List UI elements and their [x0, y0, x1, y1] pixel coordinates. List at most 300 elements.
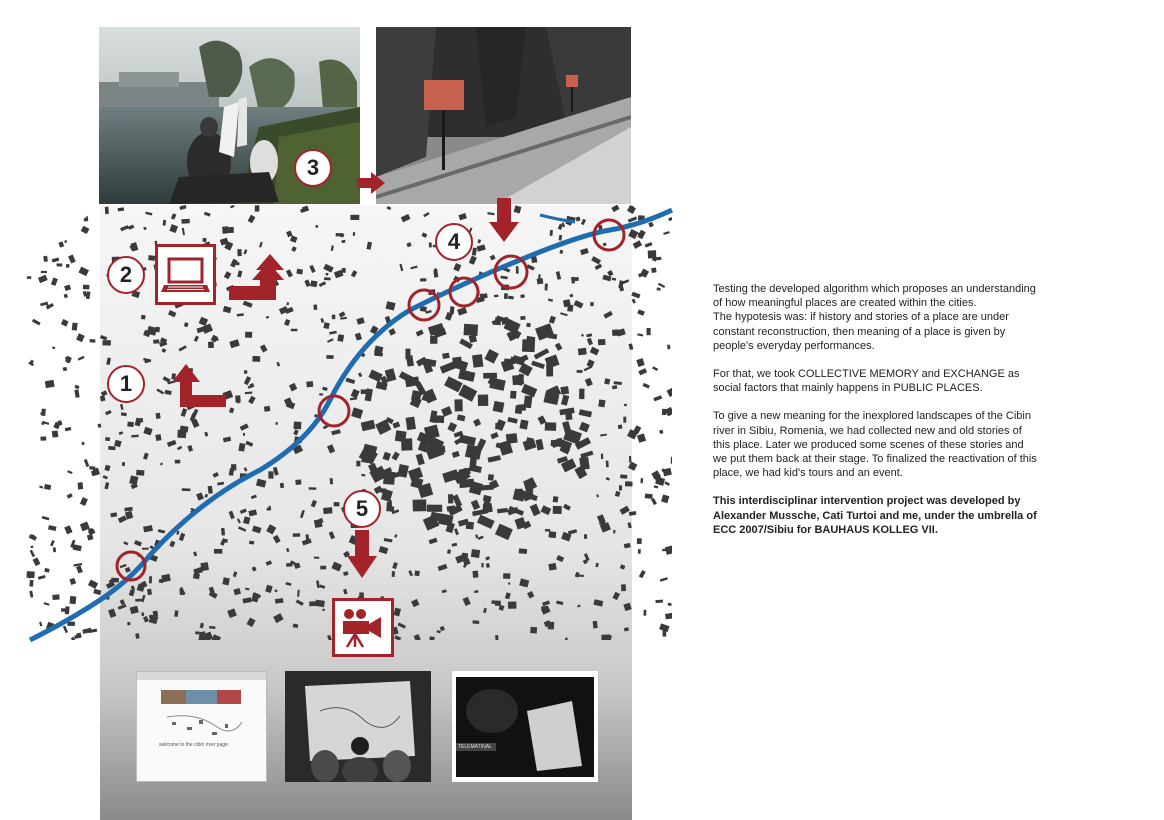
building-block: [196, 492, 204, 500]
building-block: [440, 626, 445, 631]
building-block: [463, 324, 478, 336]
building-block: [155, 434, 161, 441]
building-block: [392, 452, 400, 461]
building-block: [273, 613, 283, 623]
building-block: [429, 242, 432, 247]
building-block: [311, 500, 317, 508]
building-block: [119, 431, 124, 435]
building-block: [82, 628, 92, 634]
building-block: [29, 591, 33, 598]
building-block: [81, 442, 85, 446]
building-block: [193, 567, 203, 575]
building-block: [477, 239, 481, 243]
website-caption: welcome to the cibin river page: [159, 742, 228, 748]
building-block: [280, 483, 284, 488]
building-block: [309, 487, 317, 490]
building-block: [238, 443, 245, 452]
building-block: [41, 271, 47, 273]
marker-label: 5: [355, 496, 369, 521]
building-block: [593, 599, 603, 606]
building-block: [433, 270, 438, 277]
marker-label: 1: [119, 371, 133, 396]
building-block: [323, 322, 329, 329]
building-block: [627, 205, 636, 214]
building-block: [327, 338, 334, 343]
building-block: [306, 534, 310, 540]
building-block: [145, 212, 152, 216]
building-block: [541, 505, 552, 515]
building-block: [615, 491, 621, 497]
building-block: [284, 319, 290, 326]
building-block: [177, 446, 182, 450]
building-block: [481, 563, 483, 567]
building-block: [472, 248, 477, 256]
building-block: [222, 577, 229, 585]
building-block: [52, 346, 55, 349]
building-block: [450, 306, 455, 314]
building-block: [595, 563, 599, 568]
building-block: [181, 408, 188, 417]
building-block: [473, 571, 479, 578]
building-block: [494, 295, 499, 298]
building-block: [105, 437, 110, 441]
building-block: [208, 342, 214, 349]
building-block: [458, 384, 477, 401]
building-block: [561, 395, 569, 406]
building-block: [243, 301, 253, 308]
building-block: [629, 456, 631, 463]
building-block: [180, 426, 189, 433]
building-block: [291, 246, 296, 252]
kids-drawing-photo: [285, 671, 431, 782]
building-block: [651, 498, 657, 505]
building-block: [518, 404, 526, 411]
building-block: [110, 512, 117, 517]
building-block: [155, 327, 160, 333]
building-block: [351, 270, 357, 277]
text-line: place, we had kid's tours and an event.: [713, 467, 903, 480]
building-block: [388, 328, 396, 335]
building-block: [229, 339, 239, 348]
building-block: [607, 270, 613, 276]
building-block: [243, 516, 250, 524]
paragraph-factors: [713, 367, 1065, 395]
building-block: [199, 317, 208, 326]
building-block: [560, 312, 568, 316]
building-block: [74, 563, 83, 567]
building-block: [129, 475, 138, 484]
building-block: [68, 254, 76, 263]
building-block: [584, 366, 592, 371]
building-block: [156, 389, 164, 395]
building-block: [423, 212, 429, 217]
text-line: Testing the developed algorithm which proposes an understanding: [713, 283, 1036, 295]
building-block: [341, 240, 345, 243]
building-block: [668, 217, 674, 221]
building-block: [237, 313, 244, 316]
building-block: [545, 422, 557, 431]
building-block: [612, 329, 619, 335]
building-block: [289, 383, 297, 392]
building-block: [448, 494, 453, 503]
building-block: [171, 213, 176, 219]
building-block: [319, 585, 325, 589]
building-block: [44, 221, 48, 229]
building-block: [458, 213, 467, 220]
building-block: [545, 529, 550, 531]
building-block: [353, 232, 355, 236]
building-block: [564, 637, 568, 641]
building-block: [469, 256, 477, 265]
building-block: [358, 372, 362, 377]
building-block: [411, 390, 422, 401]
building-block: [38, 275, 48, 283]
building-block: [204, 432, 208, 437]
building-block: [223, 306, 232, 313]
building-block: [52, 219, 61, 226]
building-block: [520, 294, 524, 298]
building-block: [581, 334, 584, 337]
building-block: [637, 333, 643, 336]
building-block: [156, 413, 161, 419]
building-block: [454, 528, 459, 535]
building-block: [484, 349, 498, 364]
building-block: [334, 502, 340, 506]
laptop-icon: [158, 247, 213, 302]
building-block: [620, 564, 626, 569]
building-block: [631, 292, 640, 299]
building-block: [556, 601, 563, 606]
building-block: [304, 279, 310, 287]
building-block: [604, 378, 610, 384]
building-block: [248, 509, 257, 516]
building-block: [447, 422, 457, 432]
building-block: [553, 506, 562, 514]
building-block: [179, 533, 185, 541]
building-block: [531, 361, 545, 369]
building-block: [500, 276, 507, 280]
building-block: [427, 505, 442, 512]
building-block: [379, 546, 389, 554]
building-block: [542, 600, 550, 606]
building-block: [667, 345, 670, 350]
building-block: [295, 479, 301, 485]
building-block: [81, 226, 90, 234]
building-block: [300, 510, 305, 518]
building-block: [563, 299, 571, 307]
building-block: [181, 219, 189, 224]
building-block: [244, 376, 251, 385]
building-block: [671, 457, 677, 464]
building-block: [663, 231, 670, 235]
building-block: [620, 474, 627, 478]
building-block: [574, 300, 584, 308]
building-block: [579, 389, 584, 399]
building-block: [114, 440, 122, 448]
text-line: this place. Later we produced some scenes of these stories and: [713, 438, 1024, 451]
building-block: [44, 568, 49, 573]
building-block: [639, 570, 646, 578]
building-block: [222, 226, 229, 234]
building-block: [273, 535, 281, 544]
building-block: [41, 421, 45, 426]
building-block: [72, 323, 78, 331]
building-block: [637, 538, 642, 544]
building-block: [399, 264, 403, 272]
building-block: [392, 571, 395, 577]
building-block: [623, 603, 631, 611]
building-block: [105, 207, 109, 214]
building-block: [66, 206, 74, 211]
text-line: people's everyday performances.: [713, 339, 875, 352]
building-block: [576, 216, 581, 221]
building-block: [421, 232, 427, 237]
building-block: [57, 263, 63, 266]
building-block: [243, 433, 245, 436]
building-block: [638, 549, 641, 554]
building-block: [245, 332, 252, 338]
building-block: [244, 467, 248, 471]
building-block: [578, 348, 587, 356]
building-block: [195, 631, 200, 634]
building-block: [486, 563, 490, 568]
building-block: [637, 433, 646, 443]
building-block: [593, 621, 598, 629]
building-block: [242, 597, 251, 603]
building-block: [100, 335, 107, 340]
building-block: [648, 222, 654, 228]
paragraph-intro: [713, 282, 1065, 353]
building-block: [598, 339, 606, 345]
building-block: [590, 347, 600, 356]
building-block: [389, 500, 392, 507]
building-block: [252, 566, 257, 571]
building-block: [664, 481, 670, 486]
building-block: [266, 316, 270, 319]
building-block: [134, 540, 142, 546]
building-block: [574, 277, 579, 281]
building-block: [44, 484, 51, 490]
building-block: [142, 548, 149, 550]
building-block: [624, 627, 629, 631]
building-block: [233, 588, 241, 595]
building-block: [384, 538, 393, 542]
building-block: [530, 627, 537, 634]
building-block: [652, 366, 658, 371]
building-block: [200, 623, 204, 629]
building-block: [260, 344, 268, 352]
building-block: [240, 508, 247, 513]
building-block: [386, 301, 396, 310]
building-block: [83, 285, 89, 290]
building-block: [266, 524, 276, 534]
paragraph-credits: [713, 494, 1065, 537]
building-block: [182, 228, 185, 236]
building-block: [52, 431, 59, 438]
text-line: river in Sibiu, Romenia, we had collected new and old stories of: [713, 424, 1022, 437]
building-block: [416, 330, 424, 337]
building-block: [645, 494, 653, 499]
building-block: [336, 233, 343, 237]
video-camera-icon-box: [332, 598, 394, 657]
building-block: [39, 486, 43, 489]
building-block: [351, 407, 363, 418]
building-block: [667, 603, 671, 606]
building-block: [194, 336, 199, 342]
building-block: [331, 245, 334, 251]
building-block: [488, 474, 494, 481]
building-block: [507, 417, 517, 424]
building-block: [31, 546, 34, 548]
building-block: [474, 590, 478, 593]
building-block: [330, 478, 333, 484]
building-block: [251, 495, 257, 500]
building-block: [67, 493, 73, 499]
building-block: [214, 549, 222, 554]
building-block: [76, 565, 83, 573]
building-block: [45, 380, 55, 388]
building-block: [104, 465, 110, 472]
building-block: [401, 214, 411, 222]
building-block: [536, 439, 544, 451]
text-line: For that, we took COLLECTIVE MEMORY and EXCHANGE as: [713, 368, 1020, 381]
building-block: [655, 474, 662, 481]
building-block: [324, 277, 331, 280]
building-block: [135, 599, 142, 602]
building-block: [454, 436, 465, 445]
building-block: [417, 500, 425, 508]
text-line: This interdisciplinar intervention project was developed by: [713, 495, 1021, 508]
building-block: [606, 461, 609, 468]
building-block: [435, 415, 444, 423]
building-block: [315, 225, 318, 228]
building-block: [135, 633, 139, 639]
building-block: [87, 534, 94, 540]
building-block: [361, 389, 368, 394]
building-block: [393, 608, 401, 617]
building-block: [394, 534, 397, 538]
building-block: [656, 287, 660, 290]
building-block: [316, 580, 320, 588]
building-block: [78, 482, 84, 489]
building-block: [273, 467, 279, 476]
building-block: [84, 459, 90, 467]
building-block: [249, 541, 254, 545]
building-block: [103, 475, 108, 479]
building-block: [244, 370, 248, 374]
building-block: [208, 486, 213, 494]
marker-1: [107, 365, 145, 403]
building-block: [516, 266, 519, 273]
location-circle: [594, 220, 624, 250]
building-block: [483, 608, 487, 613]
building-block: [452, 451, 460, 458]
building-block: [659, 430, 663, 434]
paragraph-method: [713, 409, 1065, 480]
building-block: [526, 323, 531, 327]
building-block: [223, 436, 231, 442]
building-block: [120, 599, 125, 605]
building-block: [41, 409, 46, 416]
building-block: [323, 264, 333, 273]
building-block: [556, 555, 564, 562]
building-block: [663, 629, 667, 637]
building-block: [83, 213, 88, 221]
building-block: [361, 420, 376, 432]
building-block: [386, 506, 394, 512]
building-block: [392, 422, 400, 429]
building-block: [175, 460, 181, 464]
building-block: [520, 316, 525, 320]
building-block: [124, 507, 132, 512]
building-block: [211, 634, 221, 644]
building-block: [579, 409, 592, 417]
building-block: [629, 511, 637, 516]
building-block: [429, 636, 435, 642]
building-block: [619, 485, 622, 490]
building-block: [320, 566, 326, 570]
building-block: [549, 316, 556, 324]
building-block: [475, 534, 478, 538]
building-block: [638, 368, 647, 375]
building-block: [416, 453, 425, 465]
building-block: [322, 387, 328, 391]
building-block: [632, 299, 636, 304]
building-block: [436, 630, 440, 633]
building-block: [169, 224, 178, 233]
building-block: [161, 574, 171, 583]
building-block: [438, 564, 448, 571]
building-block: [473, 419, 481, 427]
building-block: [452, 543, 458, 547]
building-block: [161, 348, 166, 353]
building-block: [356, 461, 360, 467]
building-block: [382, 452, 391, 461]
building-block: [66, 264, 69, 268]
building-block: [75, 385, 80, 389]
building-block: [149, 576, 152, 583]
building-block: [131, 435, 138, 438]
building-block: [38, 575, 46, 580]
building-block: [586, 333, 592, 337]
building-block: [266, 560, 272, 565]
building-block: [32, 319, 41, 326]
marker-label: 4: [447, 229, 461, 254]
building-block: [237, 249, 241, 256]
building-block: [189, 446, 192, 451]
building-block: [224, 271, 231, 279]
building-block: [395, 430, 407, 442]
building-block: [645, 242, 653, 248]
building-block: [143, 616, 149, 623]
building-block: [331, 562, 342, 572]
building-block: [240, 423, 249, 430]
building-block: [581, 219, 586, 225]
building-block: [614, 381, 622, 385]
video-camera-icon: [335, 601, 391, 654]
building-block: [519, 420, 528, 430]
building-block: [141, 595, 145, 603]
building-block: [643, 610, 646, 616]
building-block: [193, 551, 197, 556]
building-block: [453, 263, 461, 272]
building-block: [291, 329, 298, 332]
building-block: [508, 582, 511, 585]
building-block: [495, 423, 502, 429]
building-block: [76, 333, 85, 342]
building-block: [63, 625, 68, 633]
building-block: [247, 618, 256, 628]
